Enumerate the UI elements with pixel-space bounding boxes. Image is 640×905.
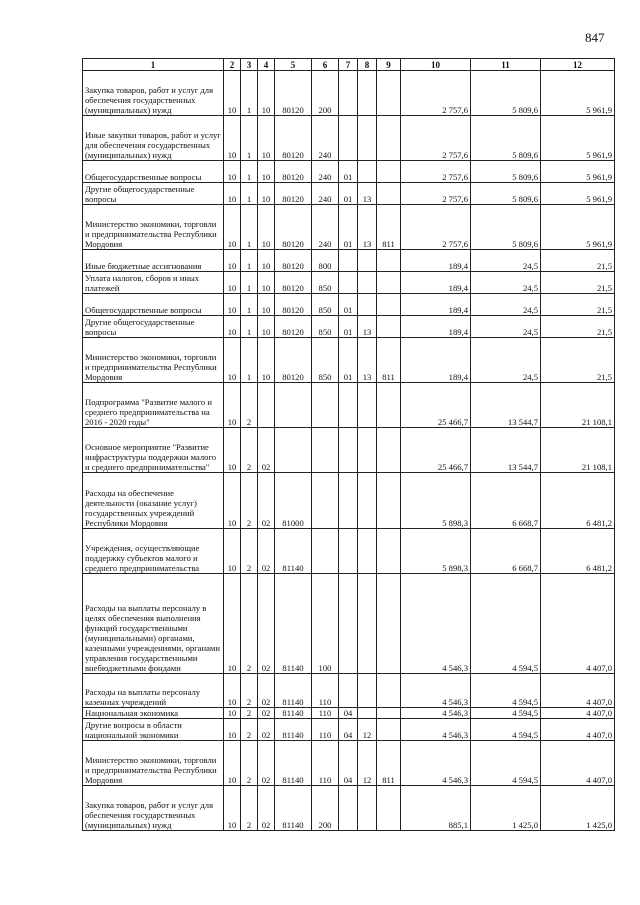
code-gp: 10	[224, 708, 241, 719]
code-subprogram: 1	[241, 294, 258, 316]
code-ministry	[377, 71, 401, 116]
code-activity: 02	[258, 741, 275, 786]
table-row	[83, 316, 615, 338]
code-expense-type: 200	[312, 786, 339, 831]
table-row	[83, 338, 615, 383]
code-section	[339, 786, 358, 831]
table-row	[83, 294, 615, 316]
column-header: 4	[258, 59, 275, 71]
code-section: 01	[339, 183, 358, 205]
value-2019: 21,5	[541, 294, 615, 316]
table-row	[83, 250, 615, 272]
code-expense-type: 850	[312, 316, 339, 338]
code-ministry	[377, 574, 401, 674]
code-gp: 10	[224, 205, 241, 250]
value-2017: 2 757,6	[401, 183, 471, 205]
code-activity: 10	[258, 272, 275, 294]
code-ministry: 811	[377, 338, 401, 383]
value-2019: 21,5	[541, 272, 615, 294]
value-2019: 5 961,9	[541, 161, 615, 183]
table-row	[83, 786, 615, 831]
code-section: 04	[339, 741, 358, 786]
value-2018: 24,5	[471, 316, 541, 338]
code-section	[339, 383, 358, 428]
code-ministry	[377, 383, 401, 428]
code-ministry	[377, 428, 401, 473]
code-section	[339, 272, 358, 294]
code-subsection: 13	[358, 338, 377, 383]
value-2017: 2 757,6	[401, 161, 471, 183]
value-2018: 24,5	[471, 294, 541, 316]
code-activity: 10	[258, 294, 275, 316]
code-expense-type: 110	[312, 719, 339, 741]
column-header: 9	[377, 59, 401, 71]
code-gp: 10	[224, 574, 241, 674]
code-subprogram: 1	[241, 338, 258, 383]
column-header: 7	[339, 59, 358, 71]
code-expense-type: 110	[312, 708, 339, 719]
row-name: Министерство экономики, торговли и предпринимательства Республики Мордовия	[83, 338, 224, 383]
value-2018: 5 809,6	[471, 183, 541, 205]
code-expense-type: 100	[312, 574, 339, 674]
code-expense-type: 200	[312, 71, 339, 116]
column-header: 5	[275, 59, 312, 71]
value-2017: 4 546,3	[401, 719, 471, 741]
code-subprogram: 1	[241, 183, 258, 205]
code-subsection	[358, 250, 377, 272]
value-2018: 6 668,7	[471, 473, 541, 529]
code-gp: 10	[224, 529, 241, 574]
column-header: 6	[312, 59, 339, 71]
value-2018: 4 594,5	[471, 674, 541, 708]
value-2019: 4 407,0	[541, 674, 615, 708]
value-2018: 5 809,6	[471, 116, 541, 161]
table-row	[83, 161, 615, 183]
table-row	[83, 674, 615, 708]
code-activity: 02	[258, 574, 275, 674]
value-2018: 5 809,6	[471, 71, 541, 116]
code-gp: 10	[224, 183, 241, 205]
code-section: 04	[339, 708, 358, 719]
code-activity: 10	[258, 316, 275, 338]
code-subsection	[358, 708, 377, 719]
row-name: Расходы на выплаты персоналу в целях обеспечения выполнения функций государственными (муниципальными) органами, казенными учреждениями, органами управления государственными внебюджетными фондами	[83, 574, 224, 674]
code-expense-type: 850	[312, 338, 339, 383]
code-subsection	[358, 428, 377, 473]
code-subprogram: 2	[241, 529, 258, 574]
code-subsection	[358, 529, 377, 574]
code-expense-type: 800	[312, 250, 339, 272]
code-direction: 81140	[275, 708, 312, 719]
row-name: Иные закупки товаров, работ и услуг для обеспечения государственных (муниципальных) нужд	[83, 116, 224, 161]
code-direction: 80120	[275, 71, 312, 116]
code-expense-type	[312, 383, 339, 428]
table-row	[83, 708, 615, 719]
code-gp: 10	[224, 71, 241, 116]
code-expense-type: 240	[312, 161, 339, 183]
row-name: Министерство экономики, торговли и предпринимательства Республики Мордовия	[83, 741, 224, 786]
code-subsection: 13	[358, 183, 377, 205]
code-activity: 10	[258, 205, 275, 250]
value-2019: 6 481,2	[541, 473, 615, 529]
row-name: Расходы на выплаты персоналу казенных учреждений	[83, 674, 224, 708]
code-gp: 10	[224, 719, 241, 741]
value-2017: 4 546,3	[401, 574, 471, 674]
code-subsection	[358, 383, 377, 428]
code-subprogram: 2	[241, 786, 258, 831]
code-expense-type	[312, 473, 339, 529]
value-2018: 1 425,0	[471, 786, 541, 831]
code-subprogram: 1	[241, 205, 258, 250]
value-2019: 4 407,0	[541, 708, 615, 719]
value-2017: 25 466,7	[401, 428, 471, 473]
value-2018: 24,5	[471, 250, 541, 272]
code-section: 01	[339, 316, 358, 338]
value-2017: 5 898,3	[401, 473, 471, 529]
code-direction: 80120	[275, 294, 312, 316]
table-row	[83, 473, 615, 529]
code-gp: 10	[224, 250, 241, 272]
code-direction: 80120	[275, 183, 312, 205]
value-2018: 5 809,6	[471, 161, 541, 183]
code-subprogram: 2	[241, 383, 258, 428]
code-direction: 81140	[275, 529, 312, 574]
value-2018: 4 594,5	[471, 741, 541, 786]
value-2019: 5 961,9	[541, 183, 615, 205]
code-gp: 10	[224, 116, 241, 161]
code-activity: 02	[258, 529, 275, 574]
value-2017: 2 757,6	[401, 71, 471, 116]
row-name: Закупка товаров, работ и услуг для обеспечения государственных (муниципальных) нужд	[83, 71, 224, 116]
value-2019: 5 961,9	[541, 71, 615, 116]
value-2019: 5 961,9	[541, 205, 615, 250]
code-gp: 10	[224, 741, 241, 786]
code-expense-type: 240	[312, 205, 339, 250]
value-2017: 885,1	[401, 786, 471, 831]
value-2017: 4 546,3	[401, 708, 471, 719]
value-2019: 5 961,9	[541, 116, 615, 161]
code-direction: 80120	[275, 116, 312, 161]
table-row	[83, 428, 615, 473]
code-subsection: 12	[358, 719, 377, 741]
code-direction: 80120	[275, 205, 312, 250]
table-body	[83, 71, 615, 831]
code-direction: 81140	[275, 786, 312, 831]
code-direction: 80120	[275, 316, 312, 338]
table-row	[83, 529, 615, 574]
code-subprogram: 1	[241, 116, 258, 161]
table-row	[83, 719, 615, 741]
code-subsection	[358, 574, 377, 674]
page-number: 847	[585, 30, 605, 45]
table-row	[83, 574, 615, 674]
code-expense-type: 110	[312, 741, 339, 786]
code-activity: 10	[258, 116, 275, 161]
code-subprogram: 1	[241, 316, 258, 338]
code-ministry	[377, 183, 401, 205]
code-activity: 02	[258, 719, 275, 741]
value-2017: 2 757,6	[401, 205, 471, 250]
code-section	[339, 529, 358, 574]
code-ministry: 811	[377, 741, 401, 786]
code-section	[339, 674, 358, 708]
value-2017: 2 757,6	[401, 116, 471, 161]
code-subprogram: 1	[241, 161, 258, 183]
table-row	[83, 71, 615, 116]
row-name: Другие вопросы в области национальной экономики	[83, 719, 224, 741]
column-header: 11	[471, 59, 541, 71]
code-ministry	[377, 786, 401, 831]
code-direction: 81000	[275, 473, 312, 529]
value-2017: 189,4	[401, 338, 471, 383]
code-section	[339, 116, 358, 161]
table-row	[83, 272, 615, 294]
value-2019: 6 481,2	[541, 529, 615, 574]
code-section	[339, 473, 358, 529]
code-subsection: 13	[358, 316, 377, 338]
value-2019: 4 407,0	[541, 719, 615, 741]
code-activity: 10	[258, 161, 275, 183]
code-activity: 10	[258, 250, 275, 272]
code-expense-type	[312, 529, 339, 574]
code-direction: 81140	[275, 741, 312, 786]
code-subsection	[358, 786, 377, 831]
value-2018: 13 544,7	[471, 428, 541, 473]
value-2019: 21,5	[541, 316, 615, 338]
code-subsection	[358, 116, 377, 161]
code-gp: 10	[224, 674, 241, 708]
value-2018: 4 594,5	[471, 708, 541, 719]
code-subsection	[358, 473, 377, 529]
value-2017: 189,4	[401, 316, 471, 338]
value-2019: 21,5	[541, 338, 615, 383]
value-2018: 5 809,6	[471, 205, 541, 250]
code-gp: 10	[224, 383, 241, 428]
code-section: 01	[339, 205, 358, 250]
code-gp: 10	[224, 272, 241, 294]
code-ministry	[377, 473, 401, 529]
code-subprogram: 1	[241, 272, 258, 294]
row-name: Общегосударственные вопросы	[83, 294, 224, 316]
code-subprogram: 2	[241, 574, 258, 674]
code-gp: 10	[224, 473, 241, 529]
code-subprogram: 1	[241, 250, 258, 272]
value-2019: 21 108,1	[541, 383, 615, 428]
code-gp: 10	[224, 786, 241, 831]
table-row	[83, 741, 615, 786]
column-header: 1	[83, 59, 224, 71]
row-name: Иные бюджетные ассигнования	[83, 250, 224, 272]
code-subsection: 12	[358, 741, 377, 786]
code-activity: 02	[258, 473, 275, 529]
code-direction: 80120	[275, 338, 312, 383]
value-2017: 4 546,3	[401, 674, 471, 708]
value-2018: 13 544,7	[471, 383, 541, 428]
header-row	[83, 59, 615, 71]
code-direction	[275, 428, 312, 473]
code-ministry	[377, 316, 401, 338]
code-subprogram: 2	[241, 719, 258, 741]
code-subsection	[358, 674, 377, 708]
value-2017: 189,4	[401, 250, 471, 272]
value-2019: 1 425,0	[541, 786, 615, 831]
table-row	[83, 205, 615, 250]
code-subsection	[358, 161, 377, 183]
code-subprogram: 2	[241, 674, 258, 708]
value-2019: 21 108,1	[541, 428, 615, 473]
code-ministry	[377, 719, 401, 741]
code-direction: 81140	[275, 674, 312, 708]
code-section	[339, 428, 358, 473]
value-2019: 4 407,0	[541, 574, 615, 674]
code-subsection	[358, 294, 377, 316]
row-name: Учреждения, осуществляющие поддержку субъектов малого и среднего предпринимательства	[83, 529, 224, 574]
budget-table	[82, 58, 615, 831]
code-expense-type: 240	[312, 183, 339, 205]
code-gp: 10	[224, 338, 241, 383]
code-activity: 02	[258, 674, 275, 708]
code-subsection	[358, 71, 377, 116]
code-direction	[275, 383, 312, 428]
code-activity: 10	[258, 71, 275, 116]
row-name: Расходы на обеспечение деятельности (оказание услуг) государственных учреждений Республики Мордовия	[83, 473, 224, 529]
code-direction: 80120	[275, 250, 312, 272]
column-header: 12	[541, 59, 615, 71]
value-2018: 24,5	[471, 338, 541, 383]
code-subprogram: 2	[241, 741, 258, 786]
row-name: Другие общегосударственные вопросы	[83, 183, 224, 205]
row-name: Министерство экономики, торговли и предпринимательства Республики Мордовия	[83, 205, 224, 250]
table-row	[83, 383, 615, 428]
value-2017: 5 898,3	[401, 529, 471, 574]
value-2018: 24,5	[471, 272, 541, 294]
code-section	[339, 250, 358, 272]
code-ministry	[377, 708, 401, 719]
value-2017: 4 546,3	[401, 741, 471, 786]
code-subprogram: 2	[241, 708, 258, 719]
code-gp: 10	[224, 316, 241, 338]
code-activity: 10	[258, 338, 275, 383]
code-expense-type: 850	[312, 272, 339, 294]
row-name: Основное мероприятие "Развитие инфраструктуры поддержки малого и среднего предпринимательства"	[83, 428, 224, 473]
value-2019: 4 407,0	[541, 741, 615, 786]
code-activity: 10	[258, 183, 275, 205]
code-gp: 10	[224, 294, 241, 316]
code-section	[339, 71, 358, 116]
column-header: 10	[401, 59, 471, 71]
value-2017: 189,4	[401, 294, 471, 316]
code-section	[339, 574, 358, 674]
code-direction: 80120	[275, 161, 312, 183]
value-2018: 4 594,5	[471, 719, 541, 741]
code-expense-type	[312, 428, 339, 473]
code-activity: 02	[258, 708, 275, 719]
value-2018: 4 594,5	[471, 574, 541, 674]
row-name: Закупка товаров, работ и услуг для обеспечения государственных (муниципальных) нужд	[83, 786, 224, 831]
code-activity	[258, 383, 275, 428]
column-header: 2	[224, 59, 241, 71]
code-expense-type: 850	[312, 294, 339, 316]
column-header: 8	[358, 59, 377, 71]
code-direction: 81140	[275, 719, 312, 741]
row-name: Другие общегосударственные вопросы	[83, 316, 224, 338]
value-2017: 25 466,7	[401, 383, 471, 428]
code-ministry	[377, 161, 401, 183]
column-header: 3	[241, 59, 258, 71]
code-expense-type: 240	[312, 116, 339, 161]
code-direction: 80120	[275, 272, 312, 294]
code-activity: 02	[258, 428, 275, 473]
code-direction: 81140	[275, 574, 312, 674]
code-gp: 10	[224, 161, 241, 183]
value-2017: 189,4	[401, 272, 471, 294]
value-2019: 21,5	[541, 250, 615, 272]
code-section: 04	[339, 719, 358, 741]
code-ministry	[377, 272, 401, 294]
row-name: Национальная экономика	[83, 708, 224, 719]
code-subprogram: 2	[241, 473, 258, 529]
code-section: 01	[339, 161, 358, 183]
code-ministry	[377, 250, 401, 272]
row-name: Уплата налогов, сборов и иных платежей	[83, 272, 224, 294]
row-name: Общегосударственные вопросы	[83, 161, 224, 183]
code-gp: 10	[224, 428, 241, 473]
code-activity: 02	[258, 786, 275, 831]
code-section: 01	[339, 338, 358, 383]
code-ministry	[377, 674, 401, 708]
value-2018: 6 668,7	[471, 529, 541, 574]
row-name: Подпрограмма "Развитие малого и среднего предпринимательства на 2016 - 2020 годы"	[83, 383, 224, 428]
table-row	[83, 183, 615, 205]
code-ministry: 811	[377, 205, 401, 250]
code-expense-type: 110	[312, 674, 339, 708]
code-ministry	[377, 294, 401, 316]
code-subprogram: 1	[241, 71, 258, 116]
code-section: 01	[339, 294, 358, 316]
code-subsection: 13	[358, 205, 377, 250]
code-subsection	[358, 272, 377, 294]
code-ministry	[377, 529, 401, 574]
code-ministry	[377, 116, 401, 161]
table-row	[83, 116, 615, 161]
code-subprogram: 2	[241, 428, 258, 473]
